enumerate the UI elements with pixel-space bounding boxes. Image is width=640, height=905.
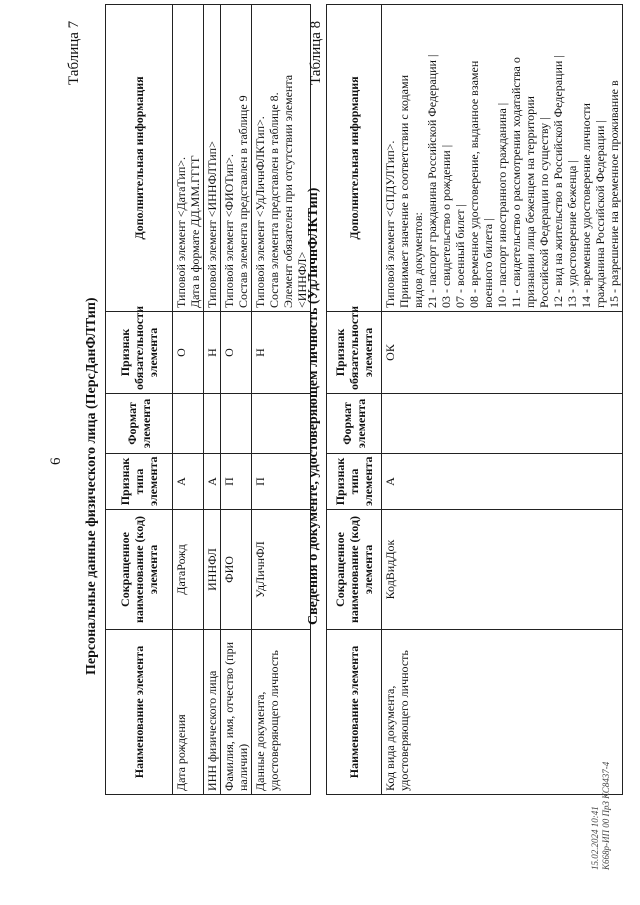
- table-row: [382, 5, 623, 795]
- info-line: признании лица беженцем на территории: [523, 96, 537, 308]
- info-line: 15 - разрешение на временное проживание в: [607, 80, 621, 308]
- table-cell: УдЛичнФЛ: [252, 510, 311, 630]
- table8-header-cell: Дополнительная информация: [327, 5, 382, 312]
- table-cell: [204, 394, 221, 454]
- info-line: Типовой элемент <СПДУЛТип>.: [383, 140, 397, 308]
- table-cell: Дата рождения: [173, 630, 204, 795]
- table-cell: Код вида документа, удостоверяющего личность: [382, 630, 623, 795]
- table-cell: [221, 394, 252, 454]
- info-line: 12 - вид на жительство в Российской Федерации |: [551, 55, 565, 308]
- table-cell: Данные документа, удостоверяющего личность: [252, 630, 311, 795]
- table-cell: А: [204, 454, 221, 510]
- table-cell: О: [173, 312, 204, 394]
- table-cell: [252, 394, 311, 454]
- table-row: [173, 5, 204, 795]
- table7-header-cell: Наименование элемента: [106, 630, 173, 795]
- table7-header-row: [106, 5, 173, 795]
- info-line: Типовой элемент <УдЛичнФЛКТип>.: [253, 116, 267, 308]
- file-stamp: [590, 762, 612, 870]
- info-line: 13 - удостоверение беженца |: [565, 160, 579, 308]
- table7-header-cell: Сокращенное наименование (код) элемента: [106, 510, 173, 630]
- table-cell: ДатаРожд: [173, 510, 204, 630]
- table-row: [204, 5, 221, 795]
- table-cell: [382, 394, 623, 454]
- table7-label: Таблица 7: [66, 20, 82, 85]
- info-line: Дата в формате ДД.ММ.ГГГГ: [188, 155, 202, 308]
- table-cell: А: [382, 454, 623, 510]
- table-cell: ОК: [382, 312, 623, 394]
- table-cell: П: [221, 454, 252, 510]
- table7-header-cell: Формат элемента: [106, 394, 173, 454]
- table-cell: Н: [204, 312, 221, 394]
- info-line: 11 - свидетельство о рассмотрении ходатайства о: [509, 57, 523, 308]
- table-cell: КодВидДок: [382, 510, 623, 630]
- table-cell: ФИО: [221, 510, 252, 630]
- info-line: Типовой элемент <ДатаТип>.: [174, 156, 188, 308]
- info-line: гражданина Российской Федерации |: [593, 120, 607, 308]
- file-stamp-line: К668р-ИП 00 ПрЗ КС8437-4: [601, 761, 611, 870]
- info-line: Состав элемента представлен в таблице 8.: [267, 92, 281, 308]
- info-line: 08 - временное удостоверение, выданное взамен: [467, 60, 481, 308]
- table-row: [221, 5, 252, 795]
- table-cell: ИННФЛ: [204, 510, 221, 630]
- table8-header-cell: Сокращенное наименование (код) элемента: [327, 510, 382, 630]
- table7-header-cell: Признак типа элемента: [106, 454, 173, 510]
- table-cell: О: [221, 312, 252, 394]
- table-cell: П: [252, 454, 311, 510]
- table-cell: [204, 5, 221, 312]
- table7-header-cell: Дополнительная информация: [106, 5, 173, 312]
- table-cell: Н: [252, 312, 311, 394]
- info-line: 07 - военный билет |: [453, 204, 467, 308]
- table8-title: Сведения о документе, удостоверяющем личность (УдЛичнФЛКТип): [306, 187, 321, 625]
- info-line: 10 - паспорт иностранного гражданина |: [495, 102, 509, 308]
- table-cell: [252, 5, 311, 312]
- table-cell: Фамилия, имя, отчество (при наличии): [221, 630, 252, 795]
- info-line: Принимает значение в соответствии с кодами: [397, 75, 411, 308]
- table-cell: ИНН физического лица: [204, 630, 221, 795]
- info-line: Элемент обязателен при отсутствии элемента: [281, 74, 295, 308]
- table8-header-cell: Признак типа элемента: [327, 454, 382, 510]
- info-line: видов документов:: [411, 212, 425, 308]
- info-line: 21 - паспорт гражданина Российской Федерации |: [425, 54, 439, 308]
- table-cell: [382, 5, 623, 312]
- file-stamp-line: 15.02.2024 10:41: [590, 806, 600, 870]
- table7-title: Персональные данные физического лица (ПерсДанФЛТип): [84, 297, 99, 675]
- table8-header-cell: Наименование элемента: [327, 630, 382, 795]
- table7-header-cell: Признак обязательности элемента: [106, 312, 173, 394]
- table-row: [252, 5, 311, 795]
- info-line: Типовой элемент <ИННФЛТип>: [205, 141, 219, 308]
- table-cell: [173, 394, 204, 454]
- table8-header-cell: Формат элемента: [327, 394, 382, 454]
- info-line: военного билета |: [481, 218, 495, 308]
- info-line: <ИННФЛ>: [295, 251, 309, 308]
- info-line: Состав элемента представлен в таблице 9: [236, 95, 250, 308]
- table7: [105, 4, 311, 795]
- table8-header-row: [327, 5, 382, 795]
- table8: [326, 4, 623, 795]
- table8-header-cell: Признак обязательности элемента: [327, 312, 382, 394]
- table-cell: [221, 5, 252, 312]
- info-line: 14 - временное удостоверение личности: [579, 103, 593, 308]
- info-line: 03 - свидетельство о рождении |: [439, 144, 453, 308]
- table-cell: А: [173, 454, 204, 510]
- info-line: Российской Федерации по существу |: [537, 117, 551, 308]
- info-line: Типовой элемент <ФИОТип>.: [222, 154, 236, 308]
- table8-label: Таблица 8: [308, 20, 324, 85]
- page-number: 6: [48, 457, 64, 465]
- table-cell: [173, 5, 204, 312]
